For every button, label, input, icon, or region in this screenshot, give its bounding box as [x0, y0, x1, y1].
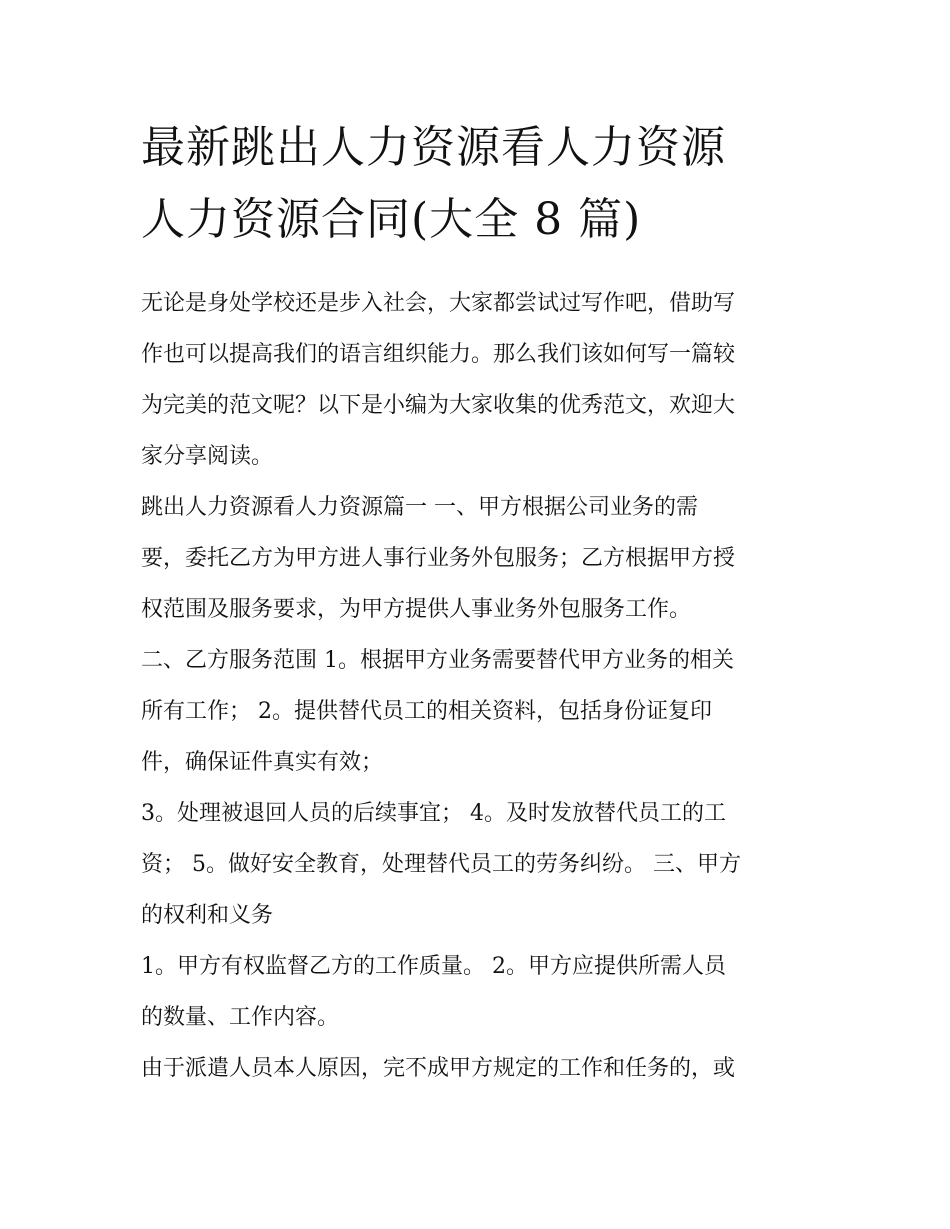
body-line: 跳出人力资源看人力资源篇一 一、甲方根据公司业务的需: [141, 495, 698, 520]
body-line: 件，确保证件真实有效；: [141, 750, 384, 775]
body-line: 要，委托乙方为甲方进人事行业务外包服务；乙方根据甲方授: [141, 546, 736, 571]
body-line: 的数量、工作内容。: [141, 1005, 340, 1030]
body-line: 由于派遣人员本人原因，完不成甲方规定的工作和任务的，或: [141, 1056, 736, 1081]
body-line: 二、乙方服务范围 1。根据甲方业务需要替代甲方业务的相关: [141, 648, 734, 673]
body-line: 无论是身处学校还是步入社会，大家都尝试过写作吧，借助写: [141, 291, 736, 316]
body-line: 权范围及服务要求，为甲方提供人事业务外包服务工作。: [141, 597, 692, 622]
body-line: 的权利和义务: [141, 903, 274, 928]
title-line: 最新跳出人力资源看人力资源: [141, 122, 726, 173]
body-line: 1。甲方有权监督乙方的工作质量。 2。甲方应提供所需人员: [141, 954, 726, 979]
body-line: 家分享阅读。: [141, 444, 274, 469]
document-title: [141, 112, 821, 256]
body-line: 为完美的范文呢？以下是小编为大家收集的优秀范文，欢迎大: [141, 393, 736, 418]
body-line: 3。处理被退回人员的后续事宜； 4。及时发放替代员工的工: [141, 801, 726, 826]
title-line: 人力资源合同(大全 8 篇): [141, 194, 642, 245]
body-line: 所有工作； 2。提供替代员工的相关资料，包括身份证复印: [141, 699, 712, 724]
body-line: 资； 5。做好安全教育，处理替代员工的劳务纠纷。 三、甲方: [141, 852, 741, 877]
body-line: 作也可以提高我们的语言组织能力。那么我们该如何写一篇较: [141, 342, 736, 367]
document-body: [141, 278, 821, 1094]
